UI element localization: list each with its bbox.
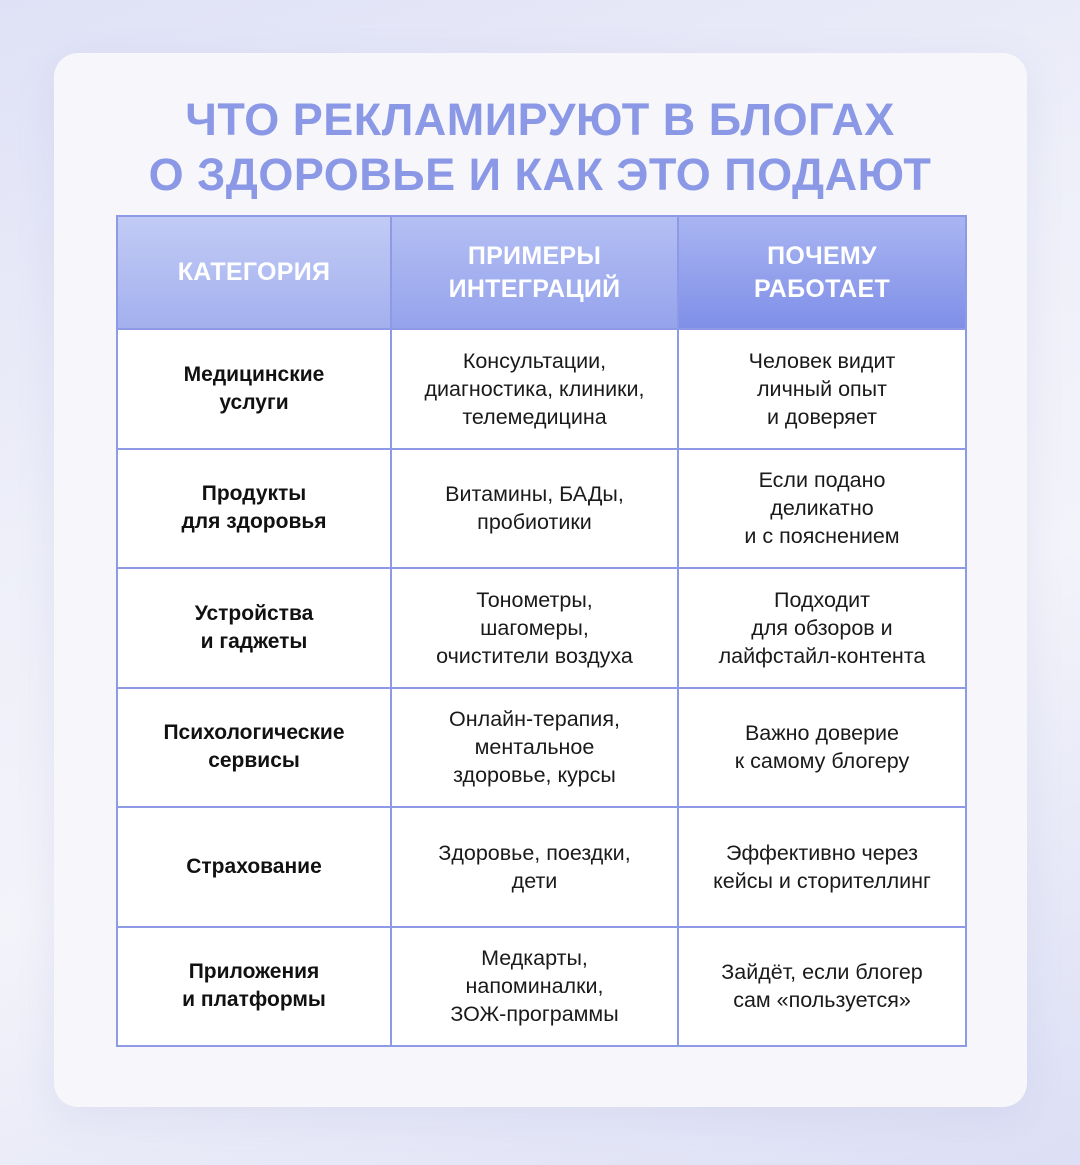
cell-why-works [678, 568, 966, 688]
cell-examples [391, 807, 678, 927]
cell-why-works-line: лайфстайл-контента [718, 643, 926, 668]
cell-why-works [678, 688, 966, 808]
header-text-line: ИНТЕГРАЦИЙ [448, 274, 621, 303]
header-text-line: ПОЧЕМУ [767, 241, 877, 270]
header-text-line: КАТЕГОРИЯ [177, 258, 331, 286]
cell-examples-line: ментальное [474, 735, 595, 760]
cell-examples-line: ЗОЖ-программы [450, 1002, 619, 1027]
cell-category-line: услуги [219, 390, 289, 414]
cell-category-line: сервисы [208, 749, 300, 773]
cell-category-line: Приложения [188, 960, 320, 984]
cell-why-works-line: для обзоров и [751, 615, 893, 640]
cell-why-works-line: и с пояснением [744, 524, 900, 549]
table-header-row [117, 216, 966, 329]
cell-category [117, 688, 391, 808]
table-row [117, 568, 966, 688]
cell-why-works [678, 449, 966, 569]
cell-why-works-line: Эффективно через [726, 840, 918, 865]
cell-why-works [678, 807, 966, 927]
cell-why-works [678, 329, 966, 449]
cell-examples-line: очистители воздуха [436, 643, 633, 668]
table-row [117, 807, 966, 927]
cell-category-line: Страхование [186, 854, 322, 878]
cell-why-works-line: Если подано [758, 468, 886, 493]
cell-examples-line: здоровье, курсы [453, 763, 616, 788]
cell-examples [391, 688, 678, 808]
cell-category-line: Психологические [163, 721, 345, 745]
cell-why-works-line: кейсы и сторителлинг [713, 868, 931, 893]
cell-category-line: Устройства [194, 601, 314, 625]
page-title-line-2: О ЗДОРОВЬЕ И КАК ЭТО ПОДАЮТ [148, 149, 932, 200]
cell-category [117, 449, 391, 569]
cell-why-works-line: к самому блогеру [734, 749, 910, 774]
header-examples [391, 216, 678, 329]
cell-examples [391, 329, 678, 449]
cell-examples-line: Тонометры, [476, 587, 593, 612]
cell-category-line: Продукты [201, 482, 307, 506]
cell-examples [391, 927, 678, 1047]
cell-examples [391, 568, 678, 688]
cell-category-line: Медицинские [183, 362, 325, 386]
cell-category-line: и гаджеты [200, 629, 308, 653]
cell-why-works-line: Подходит [774, 587, 870, 612]
cell-examples-line: дети [511, 868, 558, 893]
cell-examples-line: Медкарты, [481, 946, 588, 971]
cell-examples-line: Консультации, [462, 348, 607, 373]
table-row [117, 449, 966, 569]
cell-why-works-line: сам «пользуется» [733, 988, 911, 1013]
cell-why-works [678, 927, 966, 1047]
header-why-works [678, 216, 966, 329]
cell-category [117, 807, 391, 927]
cell-why-works-line: Важно доверие [744, 721, 900, 746]
cell-why-works-line: Человек видит [748, 348, 896, 373]
page-title-line-1: ЧТО РЕКЛАМИРУЮТ В БЛОГАХ [185, 94, 895, 145]
cell-examples-line: напоминалки, [465, 974, 604, 999]
cell-examples-line: Витамины, БАДы, [445, 482, 624, 507]
cell-examples-line: Онлайн-терапия, [449, 707, 620, 732]
cell-examples-line: пробиотики [477, 510, 592, 535]
cell-examples-line: телемедицина [462, 404, 607, 429]
table-row [117, 688, 966, 808]
header-category [117, 216, 391, 329]
cell-why-works-line: деликатно [770, 496, 874, 521]
cell-examples-line: Здоровье, поездки, [438, 840, 631, 865]
cell-why-works-line: и доверяет [766, 404, 878, 429]
table-row [117, 927, 966, 1047]
header-text-line: РАБОТАЕТ [753, 274, 891, 303]
cell-category [117, 927, 391, 1047]
cell-why-works-line: Зайдёт, если блогер [721, 960, 923, 985]
cell-category-line: и платформы [182, 988, 326, 1012]
cell-category [117, 329, 391, 449]
cell-why-works-line: личный опыт [757, 376, 887, 401]
cell-category [117, 568, 391, 688]
table-row [117, 329, 966, 449]
cell-examples-line: шагомеры, [480, 615, 589, 640]
cell-examples [391, 449, 678, 569]
page-title [0, 92, 1080, 202]
header-text-line: ПРИМЕРЫ [467, 241, 602, 270]
cell-examples-line: диагностика, клиники, [424, 376, 645, 401]
ad-categories-table [116, 215, 967, 1047]
cell-category-line: для здоровья [181, 510, 327, 534]
